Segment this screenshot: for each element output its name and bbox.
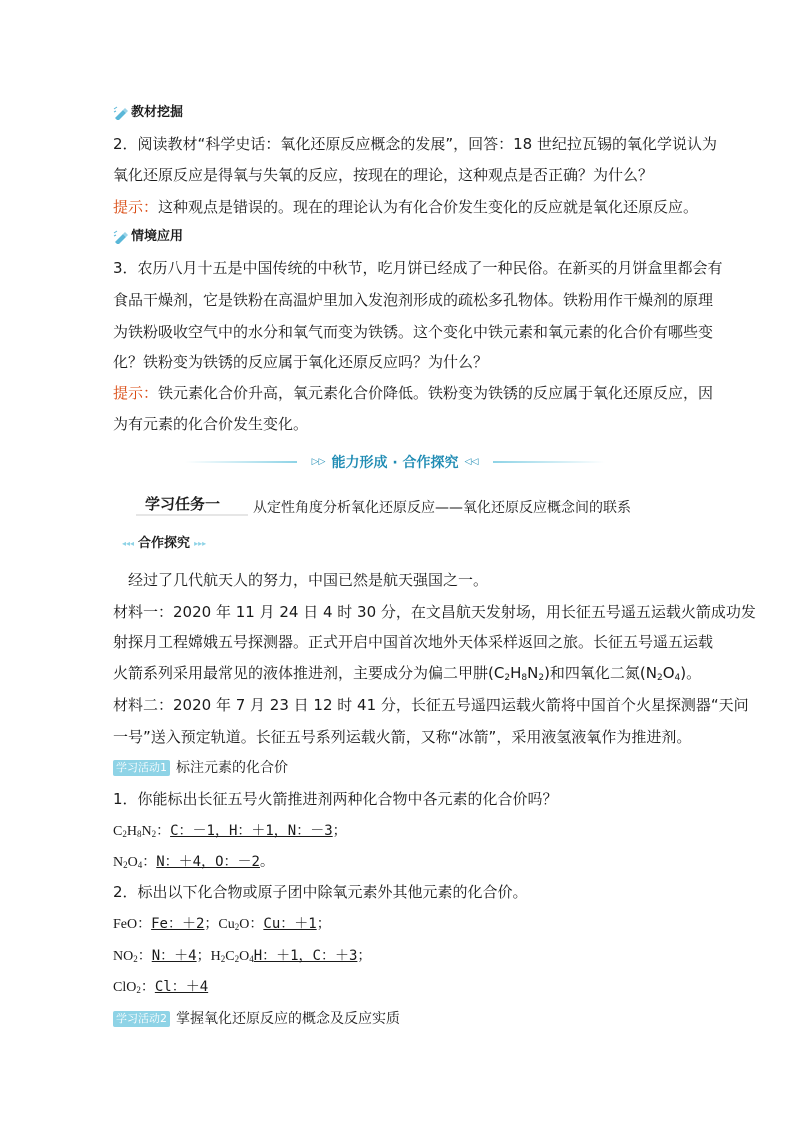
banner-title: 能力形成 · 合作探究: [331, 455, 459, 471]
a1-q2: 2．标出以下化合物或原子团中除氧元素外其他元素的化合价。: [113, 883, 528, 901]
answer: N：＋4: [151, 948, 197, 964]
pen-icon: [113, 230, 129, 244]
q3-line4: 化？铁粉变为铁锈的反应属于氧化还原反应吗？为什么？: [113, 353, 489, 371]
q2-line1: 2．阅读教材“科学史话：氧化还原反应概念的发展”，回答：18 世纪拉瓦锡的氧化学说认为: [113, 135, 717, 153]
q2-line2: 氧化还原反应是得氧与失氧的反应，按现在的理论，这种观点是否正确？为什么？: [113, 166, 654, 184]
coop-heading: [122, 535, 206, 553]
q3-line3: 为铁粉吸收空气中的水分和氧气而变为铁锈。这个变化中铁元素和氧元素的化合价有哪些变: [113, 323, 714, 341]
q3-hint-line1: [113, 383, 713, 403]
q2-hint: [113, 197, 698, 217]
answer: Cl：＋4: [154, 979, 209, 995]
activity2-heading: [113, 1009, 400, 1029]
hint-label: 提示：: [113, 198, 159, 216]
intro: 经过了几代航天人的努力，中国已然是航天强国之一。: [128, 571, 489, 589]
answer: C：－1，H：＋1，N：－3: [170, 823, 333, 839]
hint-text: 这种观点是错误的。现在的理论认为有化合价发生变化的反应就是氧化还原反应。: [158, 198, 699, 216]
a1-feo-cu2o: FeO：Fe：＋2；$Cu_2O$：Cu：＋1；: [113, 916, 331, 932]
answer: Fe：＋2: [151, 916, 205, 932]
task-title: 从定性角度分析氧化还原反应——氧化还原反应概念间的联系: [253, 500, 631, 516]
a1-no2-h2c2o4: $NO_2$：N：＋4；$H_2C_2O_4H$：＋1，C：＋3；: [113, 948, 372, 964]
m1-line3: 火箭系列采用最常见的液体推进剂，主要成分为偏二甲肼$(C_2H_8N_2)$和四氧化二氮$(N_2O_4)$。: [113, 664, 702, 683]
q3-line1: 3．农历八月十五是中国传统的中秋节，吃月饼已经成了一种民俗。在新买的月饼盒里都会有: [113, 259, 723, 277]
m1-line1: 材料一：2020 年 11 月 24 日 4 时 30 分，在文昌航天发射场，用长征五号遥五运载火箭成功发: [113, 603, 756, 621]
activity-badge: 学习活动2: [113, 1011, 170, 1027]
pen-icon: [113, 106, 129, 120]
banner-right-arrow-icon: ◁◁: [464, 457, 479, 467]
section-title: 情境应用: [131, 229, 184, 244]
hint-text: 铁元素化合价升高，氧元素化合价降低。铁粉变为铁锈的反应属于氧化还原反应，因: [158, 384, 714, 402]
task-underline: [136, 514, 248, 516]
banner: [300, 452, 490, 472]
coop-title: 合作探究: [138, 536, 191, 551]
activity-badge: 学习活动1: [113, 760, 170, 776]
q3-hint-line2: 为有元素的化合价发生变化。: [113, 415, 309, 433]
left-dots-icon: ◂◂◂: [122, 539, 135, 548]
right-dots-icon: ▸▸▸: [194, 539, 207, 548]
a1-n2o4: $N_2O_4$：N：＋4，O：－2。: [113, 854, 274, 870]
activity-title: 标注元素的化合价: [176, 760, 288, 776]
m2-line2: 一号”送入预定轨道。长征五号系列运载火箭，又称“冰箭”，采用液氢液氧作为推进剂。: [113, 728, 692, 746]
answer: H：＋1，C：＋3: [253, 948, 358, 964]
section-title: 教材挖掘: [131, 105, 184, 120]
a1-c2h8n2: $C_2H_8N_2$：C：－1，H：＋1，N：－3；: [113, 823, 347, 839]
a1-clo2: ClO$_2$：Cl：＋4: [113, 979, 209, 995]
hint-label: 提示：: [113, 384, 159, 402]
a1-q1: 1．你能标出长征五号火箭推进剂两种化合物中各元素的化合价吗？: [113, 790, 558, 808]
activity1-heading: [113, 758, 288, 778]
q3-line2: 食品干燥剂，它是铁粉在高温炉里加入发泡剂形成的疏松多孔物体。铁粉用作干燥剂的原理: [113, 291, 714, 309]
section-heading-context: [113, 228, 183, 246]
section-heading-textbook: [113, 104, 183, 122]
banner-left-arrow-icon: ▷▷: [311, 457, 326, 467]
answer: Cu：＋1: [263, 916, 317, 932]
activity-title: 掌握氧化还原反应的概念及反应实质: [176, 1011, 400, 1027]
m2-line1: 材料二：2020 年 7 月 23 日 12 时 41 分，长征五号遥四运载火箭将中国首个火星探测器“天问: [113, 696, 749, 714]
task-label: 学习任务一: [145, 495, 221, 513]
m1-line2: 射探月工程嫦娥五号探测器。正式开启中国首次地外天体采样返回之旅。长征五号遥五运载: [113, 633, 714, 651]
answer: N：＋4，O：－2: [156, 854, 260, 870]
